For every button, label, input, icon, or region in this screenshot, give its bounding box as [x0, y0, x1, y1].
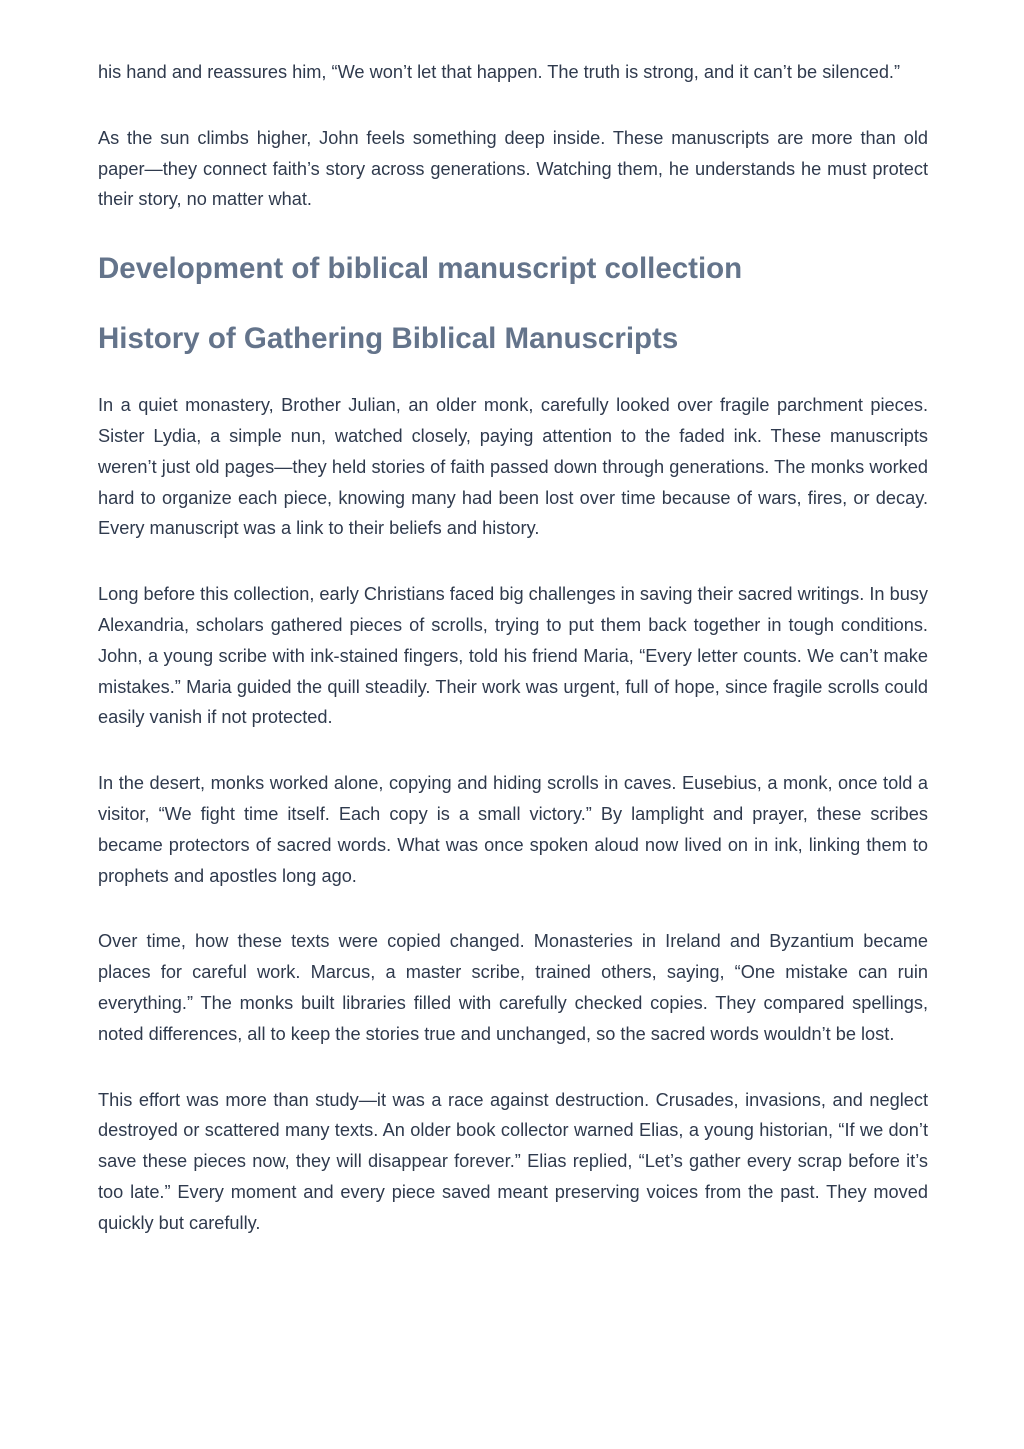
intro-paragraph-2: As the sun climbs higher, John feels something deep inside. These manuscripts are more than old paper—they connect faith’s story across generations. Watching them, he understands he must protect their story, no matter what.: [98, 127, 928, 210]
body-paragraph-copying: Over time, how these texts were copied changed. Monasteries in Ireland and Byzantium became places for careful work. Marcus, a master scribe, trained others, saying, “One mistake can ruin everything.” The monks built libraries filled with carefully checked copies. They compared spellings, noted differences, all to keep the stories true and unchanged, so the sacred words wouldn’t be lost.: [98, 931, 928, 1044]
document-page: [98, 57, 928, 1274]
section-heading-development: Development of biblical manuscript collection: [98, 252, 743, 286]
body-paragraph-desert: In the desert, monks worked alone, copying and hiding scrolls in caves. Eusebius, a monk, once told a visitor, “We fight time itself. Each copy is a small victory.” By lamplight and prayer, these scribes became protectors of sacred words. What was once spoken aloud now lived on in ink, linking them to prophets and apostles long ago.: [98, 773, 928, 886]
body-paragraph-monastery: In a quiet monastery, Brother Julian, an older monk, carefully looked over fragile parchment pieces. Sister Lydia, a simple nun, watched closely, paying attention to the faded ink. These manuscripts weren’t just old pages—they held stories of faith passed down through generations. The monks worked hard to organize each piece, knowing many had been lost over time because of wars, fires, or decay. Every manuscript was a link to their beliefs and history.: [98, 395, 928, 539]
intro-paragraph-1: his hand and reassures him, “We won’t let that happen. The truth is strong, and it can’t be silenced.”: [98, 62, 901, 82]
section-heading-history: History of Gathering Biblical Manuscripts: [98, 322, 679, 356]
body-paragraph-destruction: This effort was more than study—it was a race against destruction. Crusades, invasions, and neglect destroyed or scattered many texts. An older book collector warned Elias, a young historian, “If we don’t save these pieces now, they will disappear forever.” Elias replied, “Let’s gather every scrap before it’s too late.” Every moment and every piece saved meant preserving voices from the past. They moved quickly but carefully.: [98, 1089, 928, 1233]
body-paragraph-alexandria: Long before this collection, early Christians faced big challenges in saving their sacred writings. In busy Alexandria, scholars gathered pieces of scrolls, trying to put them back together in tough conditions. John, a young scribe with ink-stained fingers, told his friend Maria, “Every letter counts. We can’t make mistakes.” Maria guided the quill steadily. Their work was urgent, full of hope, since fragile scrolls could easily vanish if not protected.: [98, 584, 928, 728]
